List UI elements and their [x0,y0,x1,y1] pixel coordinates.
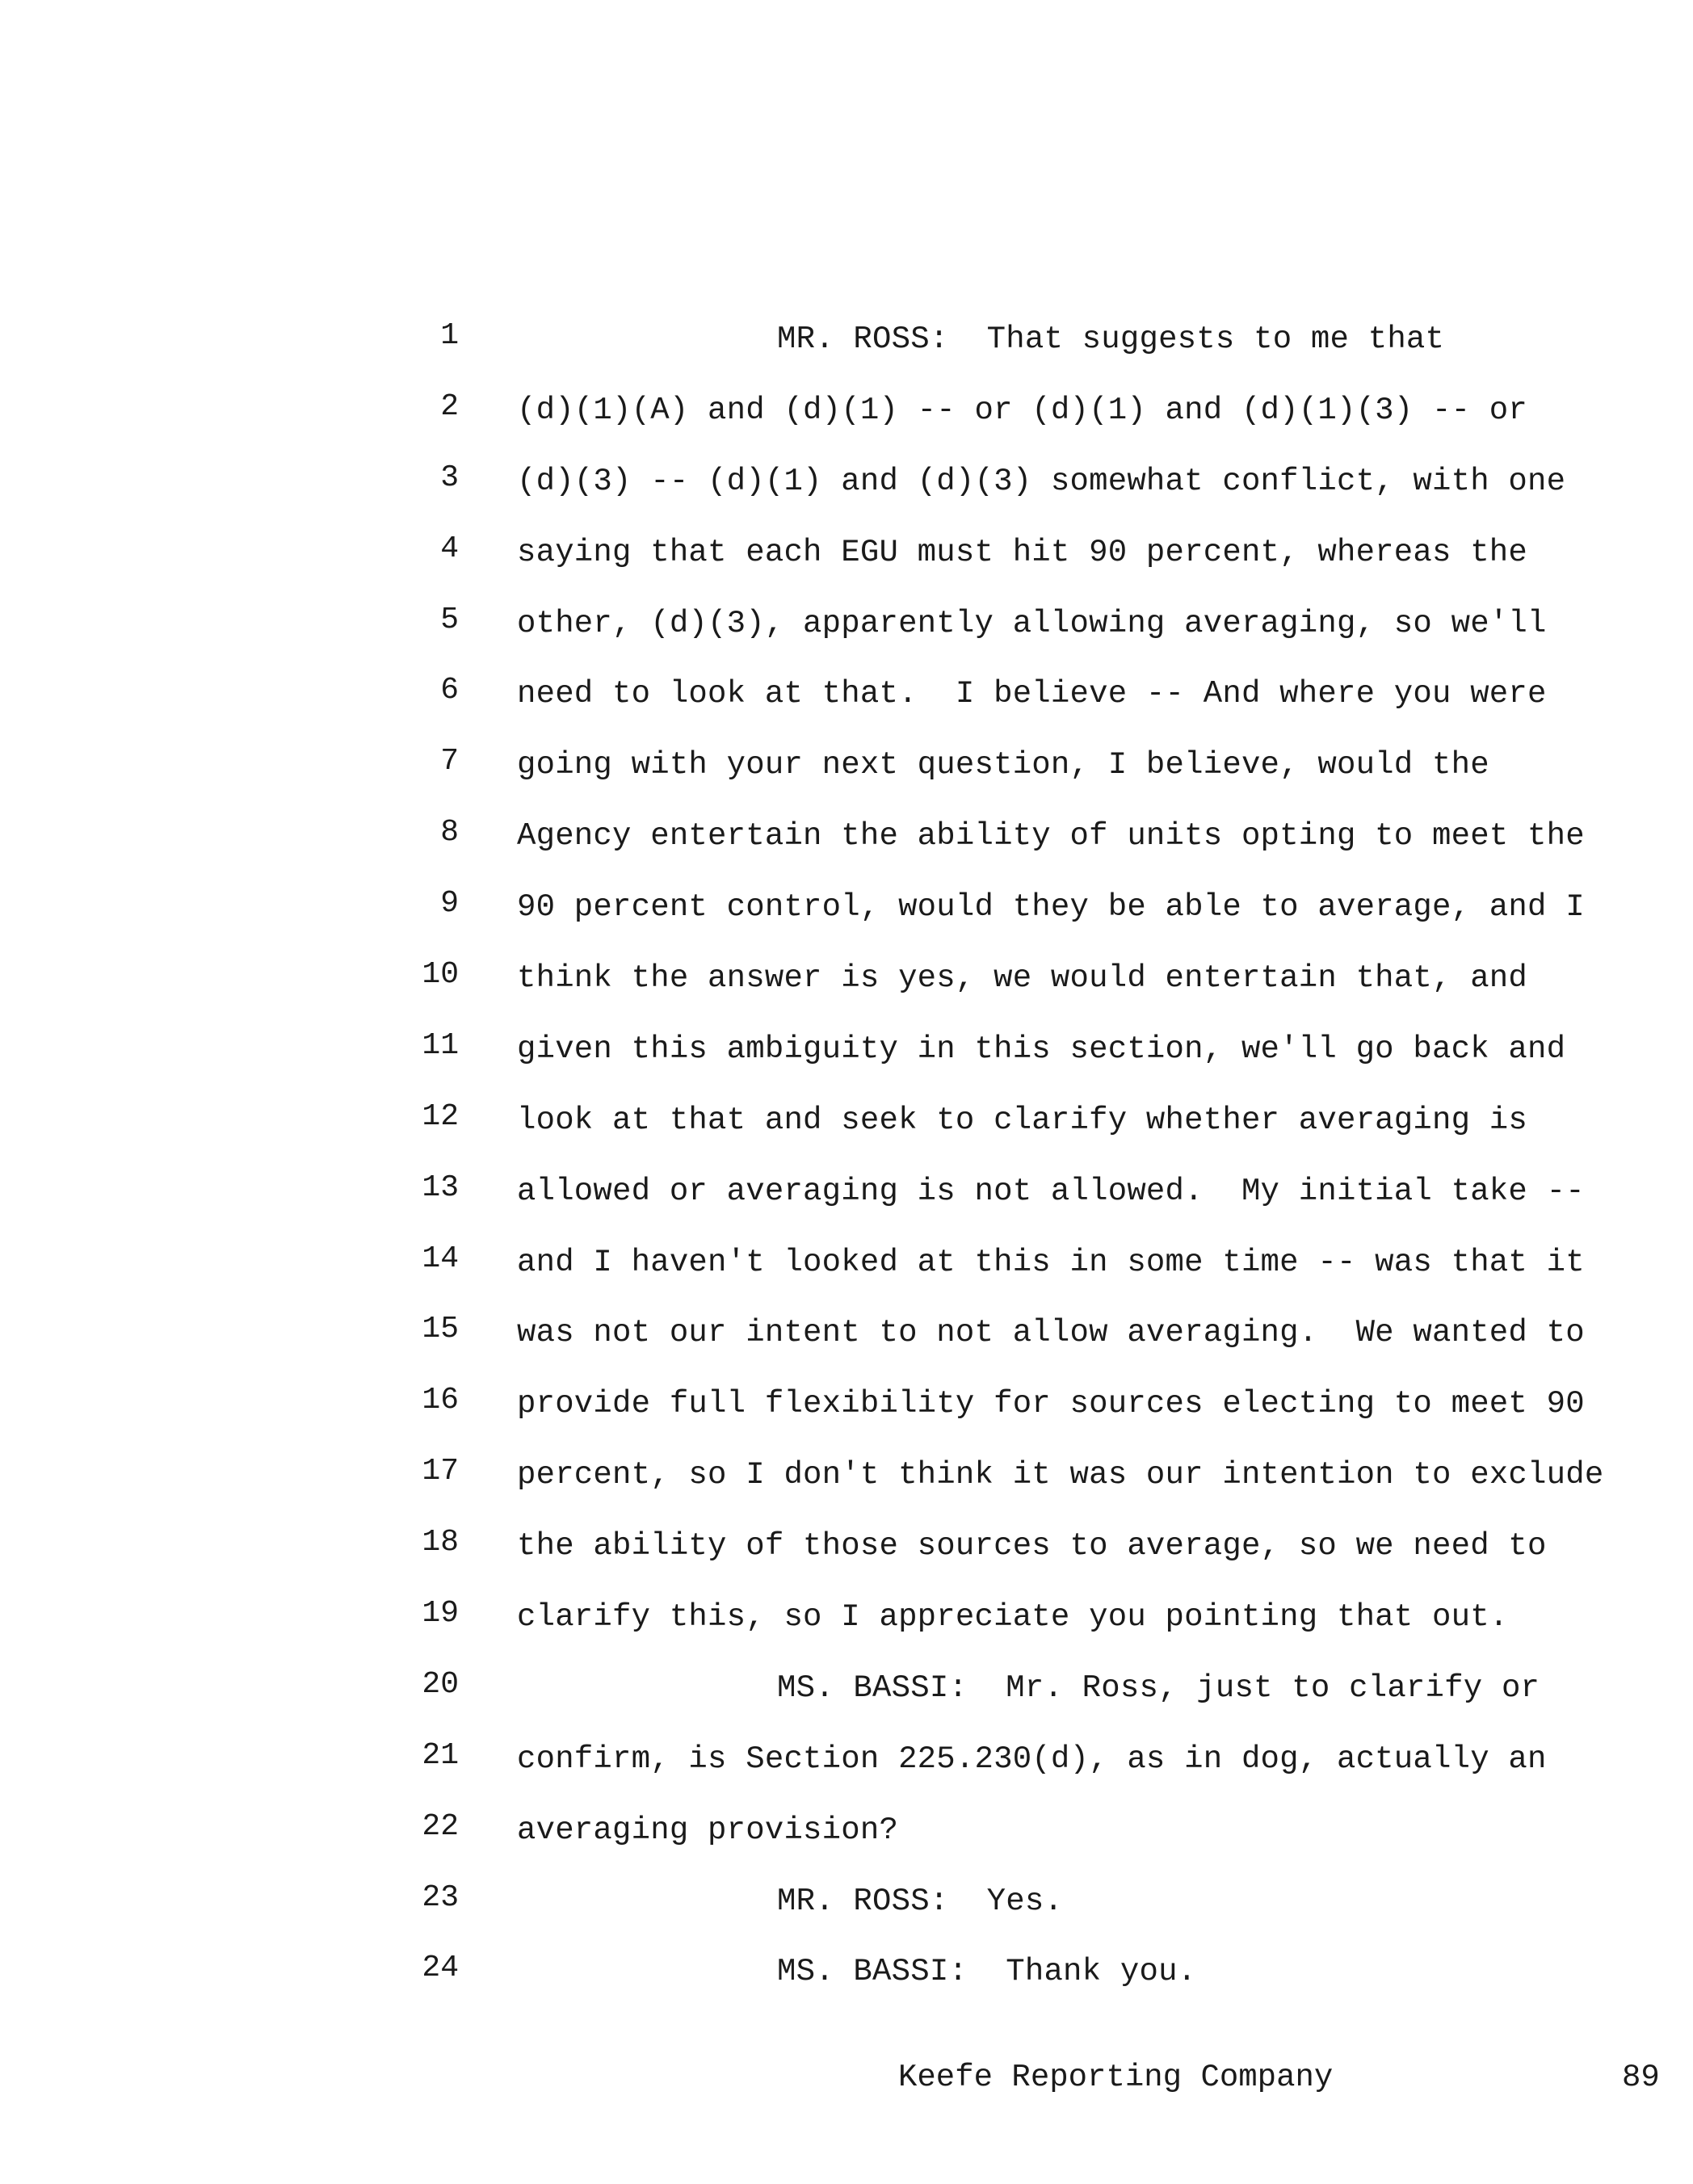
transcript-line [0,1235,1693,1306]
line-number: 18 [422,1525,459,1560]
line-number: 17 [422,1454,459,1489]
transcript-line [0,737,1693,808]
line-number: 7 [440,744,459,779]
line-number: 16 [422,1383,459,1418]
line-text: Agency entertain the ability of units opting to meet the [517,818,1585,855]
line-number: 15 [422,1312,459,1347]
line-text: other, (d)(3), apparently allowing averaging, so we'll [517,605,1547,641]
transcript-line [0,1518,1693,1590]
line-text: averaging provision? [517,1812,899,1848]
footer-company: Keefe Reporting Company [898,2060,1334,2095]
line-text: percent, so I don't think it was our intention to exclude [517,1457,1604,1493]
transcript-line [0,1661,1693,1732]
transcript-line [0,596,1693,667]
transcript-line [0,383,1693,454]
line-text: provide full flexibility for sources electing to meet 90 [517,1386,1585,1422]
line-number: 20 [422,1666,459,1702]
line-text: MR. ROSS: That suggests to me that [777,321,1445,357]
line-text: think the answer is yes, we would entertain that, and [517,960,1528,997]
line-text: given this ambiguity in this section, we'll go back and [517,1031,1566,1067]
line-number: 21 [422,1737,459,1773]
line-number: 24 [422,1951,459,1986]
transcript-line [0,1874,1693,1945]
line-text: allowed or averaging is not allowed. My initial take -- [517,1173,1585,1209]
transcript-line [0,525,1693,596]
transcript-line [0,1590,1693,1661]
line-text: (d)(3) -- (d)(1) and (d)(3) somewhat conflict, with one [517,463,1566,499]
line-text: clarify this, so I appreciate you pointing that out. [517,1599,1509,1636]
line-number: 10 [422,957,459,993]
transcript-line [0,1944,1693,2015]
transcript-line [0,808,1693,880]
line-text: MS. BASSI: Mr. Ross, just to clarify or [777,1670,1540,1706]
line-text: MS. BASSI: Thank you. [777,1954,1197,1990]
transcript-body [0,312,1693,2015]
line-number: 13 [422,1170,459,1205]
line-number: 5 [440,602,459,637]
line-number: 9 [440,886,459,922]
line-text: MR. ROSS: Yes. [777,1883,1064,1919]
transcript-line [0,951,1693,1022]
line-number: 19 [422,1596,459,1632]
line-text: saying that each EGU must hit 90 percent, whereas the [517,534,1528,570]
line-number: 2 [440,388,459,424]
transcript-line [0,880,1693,951]
line-number: 1 [440,318,459,353]
transcript-line [0,666,1693,737]
transcript-line [0,1305,1693,1376]
line-number: 6 [440,673,459,708]
page-number: 89 [1622,2060,1660,2095]
transcript-line [0,454,1693,525]
transcript-line [0,1803,1693,1874]
line-number: 3 [440,460,459,495]
line-text: look at that and seek to clarify whether averaging is [517,1102,1528,1138]
line-text: and I haven't looked at this in some time -- was that it [517,1244,1585,1280]
line-number: 23 [422,1880,459,1915]
line-number: 14 [422,1241,459,1276]
transcript-line [0,312,1693,383]
line-number: 4 [440,531,459,566]
transcript-line [0,1732,1693,1803]
line-text: the ability of those sources to average, so we need to [517,1528,1547,1564]
line-number: 12 [422,1098,459,1134]
line-text: 90 percent control, would they be able to average, and I [517,889,1585,926]
transcript-line [0,1447,1693,1518]
line-text: was not our intent to not allow averaging. We wanted to [517,1315,1585,1351]
line-text: need to look at that. I believe -- And where you were [517,676,1547,712]
transcript-line [0,1022,1693,1093]
transcript-line [0,1093,1693,1164]
line-number: 11 [422,1027,459,1063]
line-number: 8 [440,815,459,850]
transcript-line [0,1376,1693,1447]
line-text: (d)(1)(A) and (d)(1) -- or (d)(1) and (d)(1)(3) -- or [517,392,1528,428]
transcript-line [0,1164,1693,1235]
line-text: confirm, is Section 225.230(d), as in dog, actually an [517,1741,1547,1777]
line-text: going with your next question, I believe, would the [517,747,1489,783]
line-number: 22 [422,1808,459,1844]
